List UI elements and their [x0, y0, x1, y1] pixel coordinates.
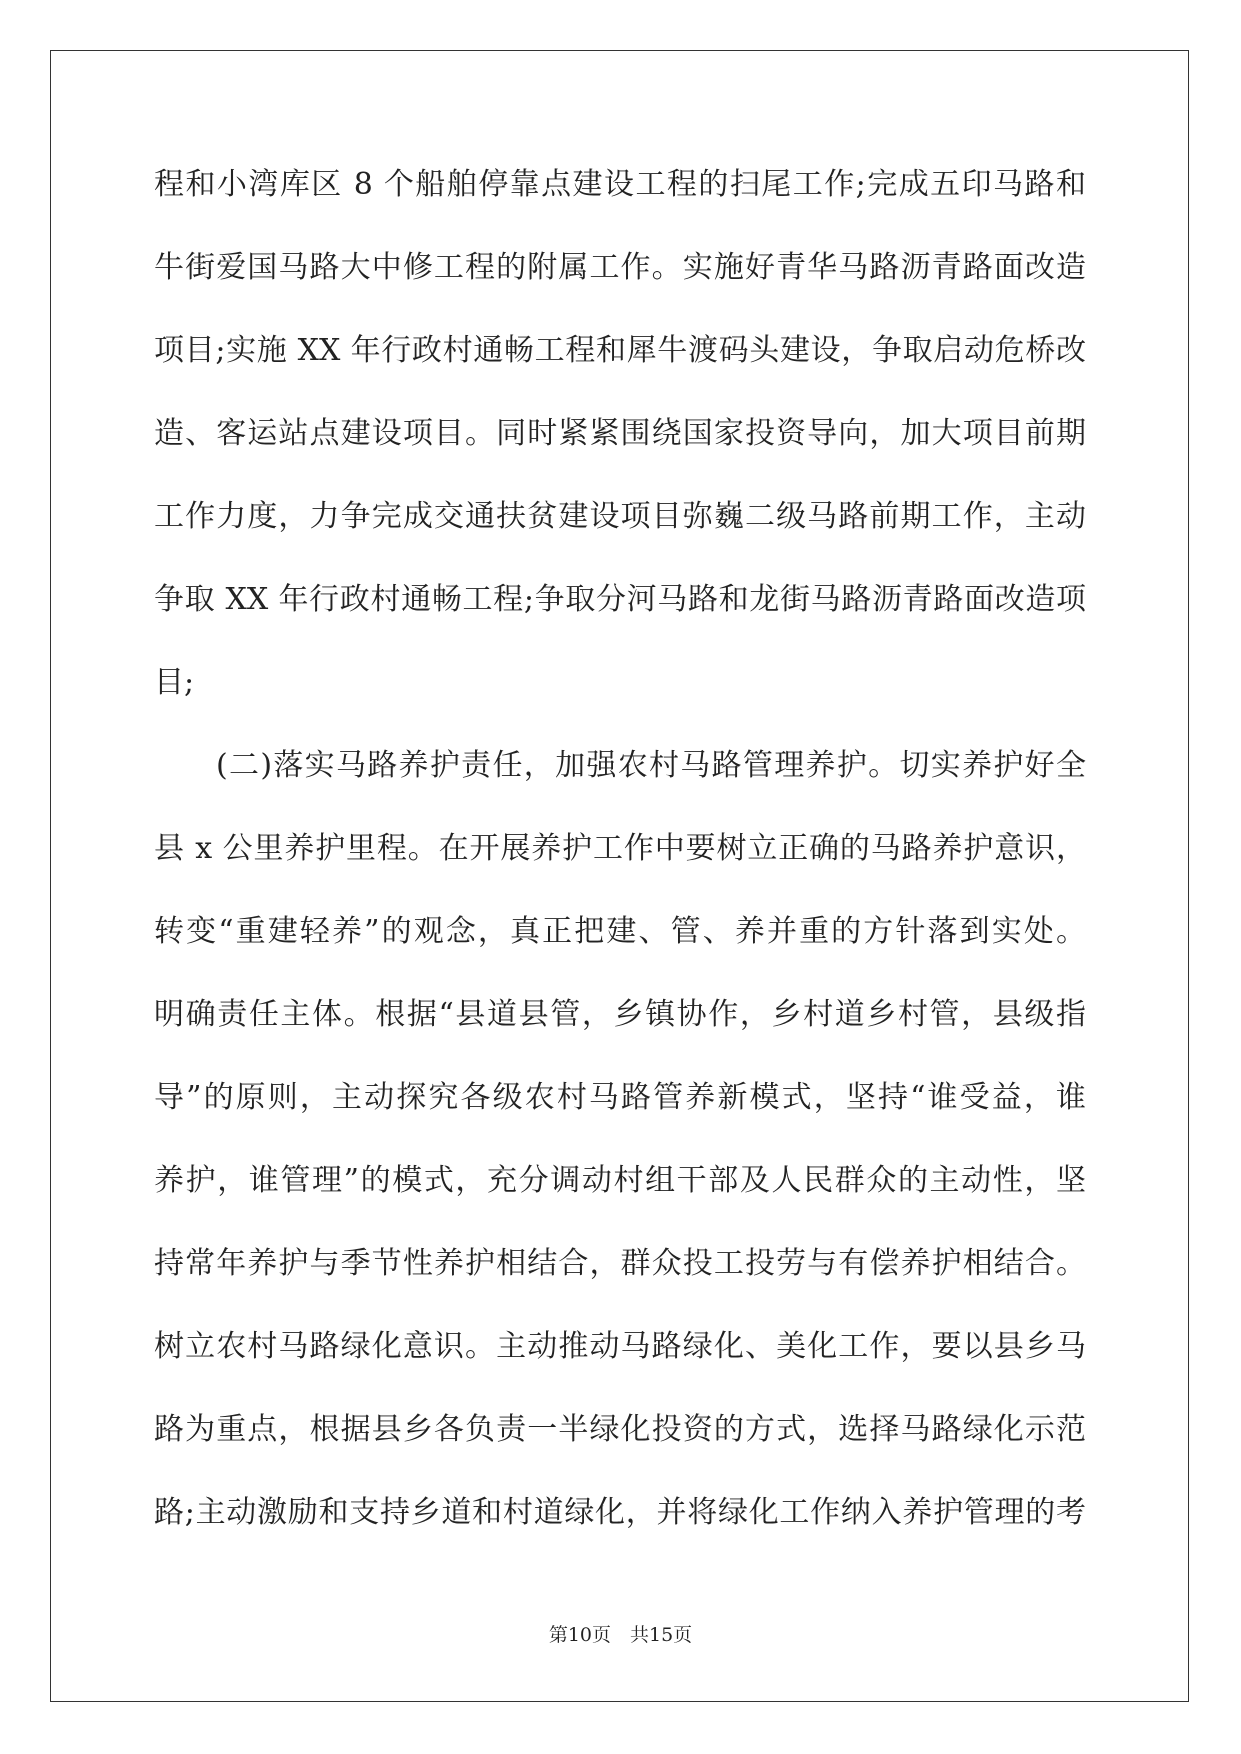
- paragraph-line: 造、客运站点建设项目。同时紧紧围绕国家投资导向，加大项目前期: [154, 416, 1086, 451]
- section-heading-line: (二)落实马路养护责任，加强农村马路管理养护。切实养护好全: [216, 748, 1086, 783]
- paragraph-line: 争取 XX 年行政村通畅工程;争取分河马路和龙街马路沥青路面改造项: [154, 582, 1086, 617]
- paragraph-line: 项目;实施 XX 年行政村通畅工程和犀牛渡码头建设，争取启动危桥改: [154, 333, 1086, 368]
- paragraph-line: 程和小湾库区 8 个船舶停靠点建设工程的扫尾工作;完成五印马路和: [154, 167, 1086, 202]
- paragraph-line: 持常年养护与季节性养护相结合，群众投工投劳与有偿养护相结合。: [154, 1246, 1086, 1281]
- paragraph-line: 导”的原则，主动探究各级农村马路管养新模式，坚持“谁受益，谁: [154, 1080, 1086, 1115]
- paragraph-line: 转变“重建轻养”的观念，真正把建、管、养并重的方针落到实处。: [154, 914, 1086, 949]
- paragraph-line: 树立农村马路绿化意识。主动推动马路绿化、美化工作，要以县乡马: [154, 1329, 1086, 1364]
- paragraph-line: 路为重点，根据县乡各负责一半绿化投资的方式，选择马路绿化示范: [154, 1412, 1086, 1447]
- page-number: 第10页 共15页: [548, 1624, 693, 1646]
- paragraph-line: 养护，谁管理”的模式，充分调动村组干部及人民群众的主动性，坚: [154, 1163, 1086, 1198]
- paragraph-line: 目;: [154, 665, 195, 700]
- paragraph-line: 明确责任主体。根据“县道县管，乡镇协作，乡村道乡村管，县级指: [154, 997, 1086, 1032]
- paragraph-line: 牛街爱国马路大中修工程的附属工作。实施好青华马路沥青路面改造: [154, 250, 1086, 285]
- document-body: [154, 163, 1086, 1574]
- paragraph-line: 工作力度，力争完成交通扶贫建设项目弥巍二级马路前期工作，主动: [154, 499, 1086, 534]
- paragraph-line: 路;主动激励和支持乡道和村道绿化，并将绿化工作纳入养护管理的考: [154, 1495, 1086, 1530]
- paragraph-line: 县 x 公里养护里程。在开展养护工作中要树立正确的马路养护意识，: [154, 831, 1086, 866]
